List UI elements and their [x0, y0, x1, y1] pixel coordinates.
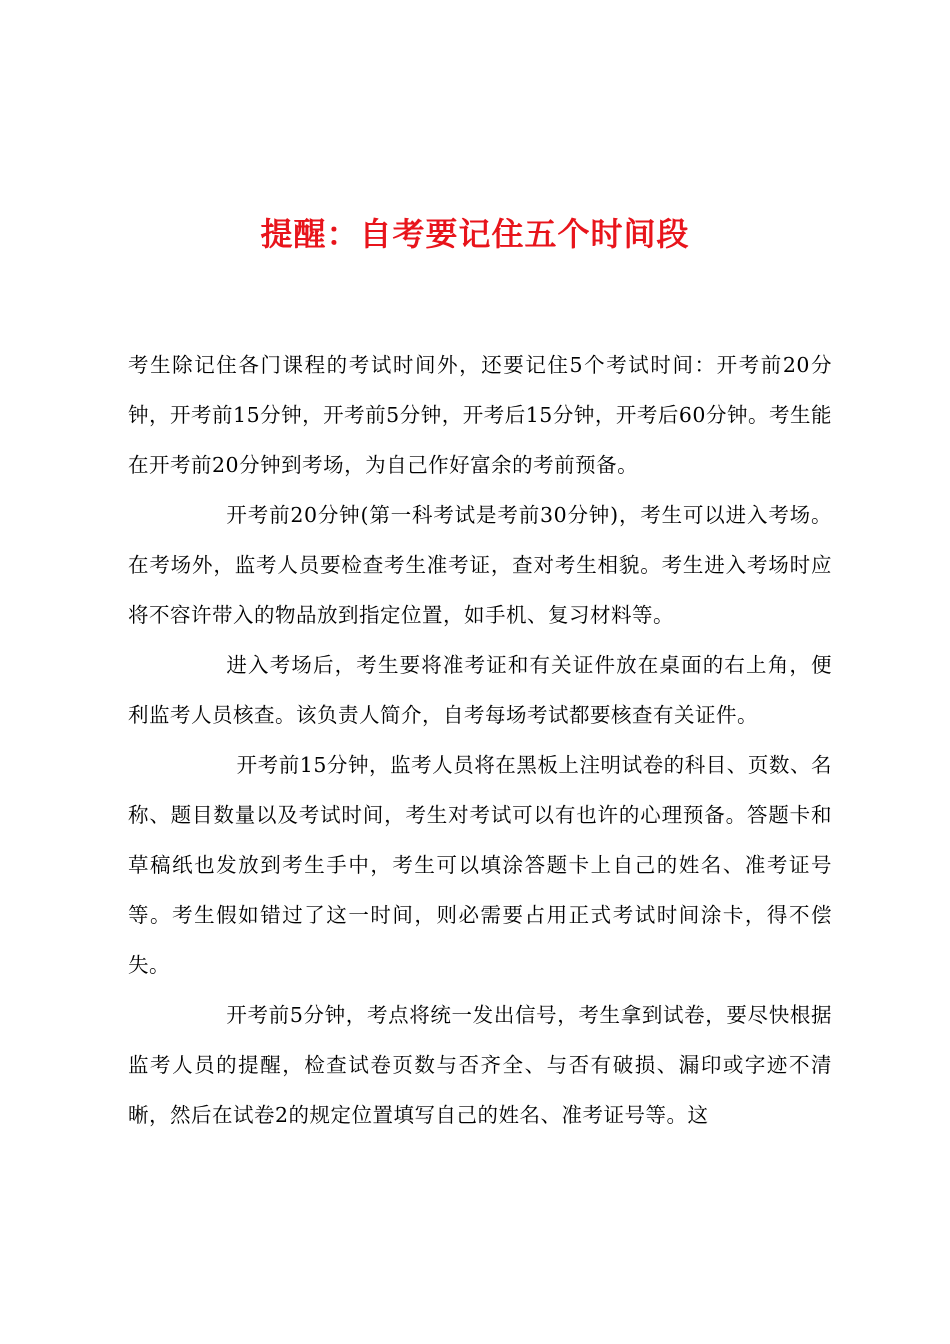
paragraph-4: 开考前15分钟，监考人员将在黑板上注明试卷的科目、页数、名称、题目数量以及考试时间，考生对考试可以有也许的心理预备。答题卡和草稿纸也发放到考生手中，考生可以填涂答题卡上自己的姓名、准考证号等。考生假如错过了这一时间，则必需要占用正式考试时间涂卡，得不偿失。 [128, 753, 832, 977]
document-title: 提醒：自考要记住五个时间段 [260, 215, 690, 253]
paragraph-2: 开考前20分钟(第一科考试是考前30分钟)，考生可以进入考场。在考场外，监考人员要检查考生准考证，查对考生相貌。考生进入考场时应将不容许带入的物品放到指定位置，如手机、复习材料等。 [128, 503, 832, 627]
paragraph-3: 进入考场后，考生要将准考证和有关证件放在桌面的右上角，便利监考人员核查。该负责人简介，自考每场考试都要核查有关证件。 [128, 653, 832, 727]
document-body [128, 340, 832, 1140]
paragraph-5: 开考前5分钟，考点将统一发出信号，考生拿到试卷，要尽快根据监考人员的提醒，检查试卷页数与否齐全、与否有破损、漏印或字迹不清晰，然后在试卷2的规定位置填写自己的姓名、准考证号等。这 [128, 1003, 832, 1127]
paragraph-1: 考生除记住各门课程的考试时间外，还要记住5个考试时间：开考前20分钟，开考前15分钟，开考前5分钟，开考后15分钟，开考后60分钟。考生能在开考前20分钟到考场，为自己作好富余的考前预备。 [128, 353, 832, 477]
